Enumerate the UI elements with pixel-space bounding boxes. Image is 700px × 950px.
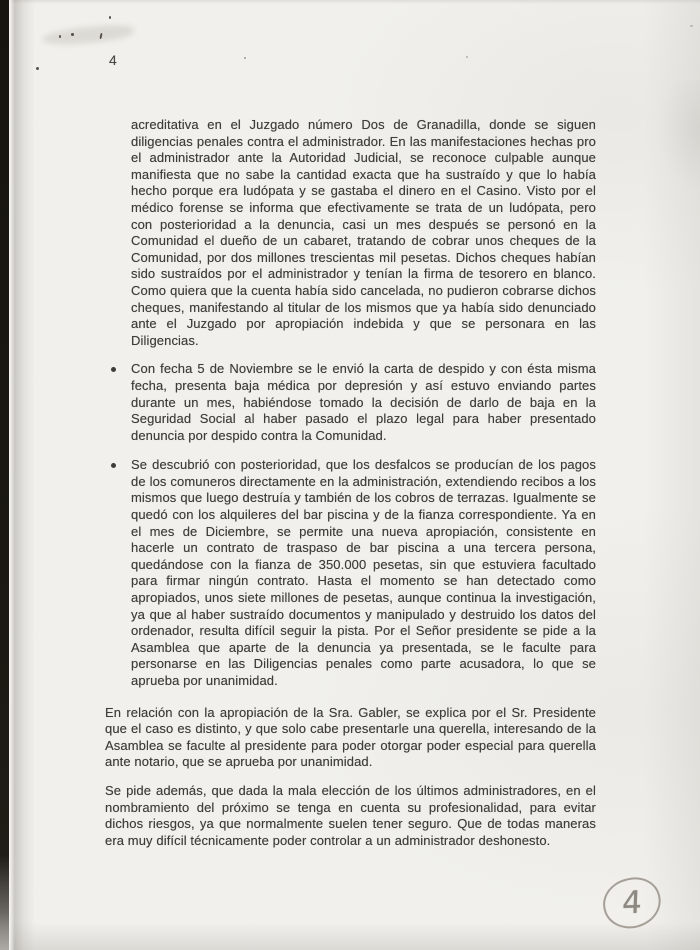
scan-speck — [59, 35, 61, 38]
bullet-icon — [111, 367, 116, 372]
bullet-item-dismissal — [131, 361, 596, 444]
scan-edge-strip — [0, 0, 9, 950]
scan-smudge — [41, 23, 134, 47]
paper-fold-shadow — [9, 0, 35, 950]
document-body — [105, 117, 596, 861]
scan-speck — [109, 16, 111, 19]
scan-speck — [466, 56, 468, 58]
bullet-text: Con fecha 5 de Noviembre se le envió la carta de despido y con ésta misma fecha, presenta baja médica por depresión y así estuvo enviando partes durante un mes, habiéndose tomado la decisión de darlo de baja en la Seguridad Social al haber pasado el plazo legal para haber presentado denuncia por despido contra la Comunidad. — [131, 361, 596, 443]
handwritten-circle-annotation — [598, 872, 666, 935]
page-number: 4 — [109, 52, 117, 68]
paragraph-final: Se pide además, que dada la mala elección de los últimos administradores, en el nombramiento del próximo se tenga en cuenta su profesionalidad, para evitar dichos riesgos, ya que normalmente suelen tener seguro. Que de todas maneras era muy difícil técnicamente poder controlar a un administrador deshonesto. — [105, 782, 596, 848]
bullet-text: Se descubrió con posterioridad, que los desfalcos se producían de los pagos de los comuneros directamente en la administración, extendiendo recibos a los mismos que luego destruía y también de los cobros de terrazas. Igualmente se quedó con los alquileres del bar piscina y de la fianza correspondiente. Ya en el mes de Diciembre, se permite una nueva apropiación, consistente en hacerle un contrato de traspaso de bar piscina a una tercera persona, quedándose con la fianza de 350.000 pesetas, sin que estuviera facultado para firmar ningún contrato. Hasta el momento se han detectado como apropiados, unos siete millones de pesetas, aunque continua la investigación, ya que al haber sustraído documentos y manipulado y destruido los datos del ordenador, resulta difícil seguir la pista. Por el Señor presidente se pide a la Asamblea que aparte de la denuncia ya presentada, se le faculte para personarse en las Diligencias penales como parte acusadora, lo que se aprueba por unanimidad. — [131, 457, 596, 688]
paragraph-continuation: acreditativa en el Juzgado número Dos de Granadilla, donde se siguen diligencias penales contra el administrador. En las manifestaciones hechas pro el administrador ante la Autoridad Judicial, se reconoce culpable aunque manifiesta que no sabe la cantidad exacta que ha sustraído y que lo había hecho porque era ludópata y se gastaba el dinero en el Casino. Visto por el médico forense se informa que efectivamente se trata de un ludópata, pero con posterioridad a la denuncia, casi un mes después se personó en la Comunidad el dueño de un cabaret, tratando de cobrar unos cheques de la Comunidad, por dos millones trescientas mil pesetas. Dichos cheques habían sido sustraídos por el administrador y tenían la firma de tesorero en blanco. Como quiera que la cuenta había sido cancelada, no pudieron cobrarse dichos cheques, manifestando al titular de los mismos que ya había sido denunciado ante el Juzgado por apropiación indebida y que se personara en las Diligencias. — [131, 117, 596, 348]
scan-speck — [690, 25, 693, 27]
paper-crease — [630, 80, 700, 200]
paragraph-gabler: En relación con la apropiación de la Sra. Gabler, se explica por el Sr. Presidente que el caso es distinto, y que solo cabe presentarle una querella, interesando de la Asamblea se faculte al presidente para poder otorgar poder especial para querella ante notario, que se aprueba por unanimidad. — [105, 704, 596, 770]
bullet-icon — [111, 463, 116, 468]
bullet-item-embezzlement — [131, 457, 596, 689]
scan-speck — [36, 67, 39, 70]
scan-speck — [71, 33, 74, 36]
scan-speck — [244, 57, 246, 59]
handwritten-page-number: 4 — [621, 884, 643, 921]
